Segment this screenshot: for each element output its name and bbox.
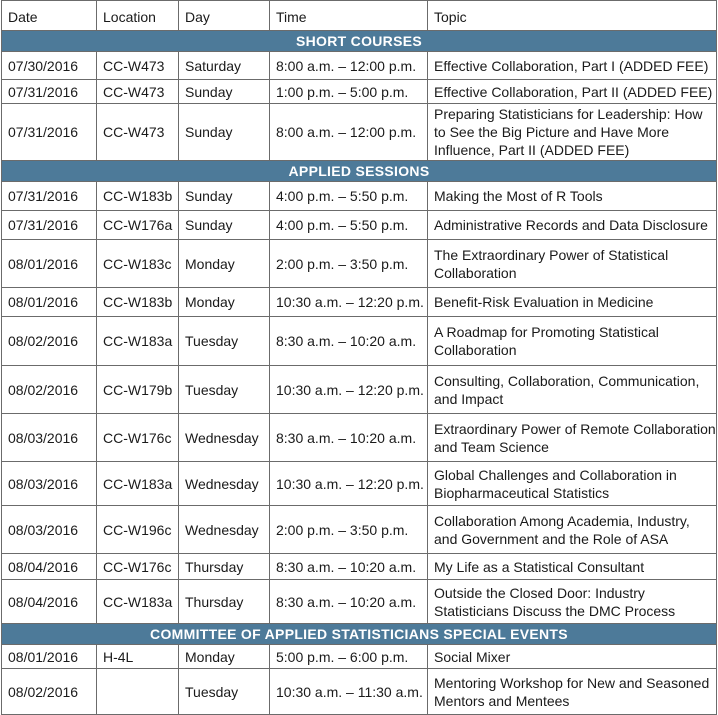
table-row bbox=[2, 240, 717, 288]
cell-location: CC-W183c bbox=[97, 240, 179, 288]
cell-time: 8:00 a.m. – 12:00 p.m. bbox=[270, 52, 428, 80]
table-header bbox=[2, 1, 717, 31]
cell-location: CC-W183a bbox=[97, 462, 179, 506]
cell-time: 8:30 a.m. – 10:20 a.m. bbox=[270, 554, 428, 580]
cell-topic: Administrative Records and Data Disclosure bbox=[428, 211, 717, 240]
cell-time: 10:30 a.m. – 12:20 p.m. bbox=[270, 462, 428, 506]
cell-topic: Global Challenges and Collaboration in Biopharmaceutical Statistics bbox=[428, 462, 717, 506]
cell-time: 5:00 p.m. – 6:00 p.m. bbox=[270, 645, 428, 669]
cell-time: 4:00 p.m. – 5:50 p.m. bbox=[270, 182, 428, 211]
cell-date: 07/31/2016 bbox=[2, 182, 97, 211]
cell-location: CC-W179b bbox=[97, 366, 179, 414]
cell-time: 8:30 a.m. – 10:20 a.m. bbox=[270, 580, 428, 624]
cell-date: 07/31/2016 bbox=[2, 80, 97, 104]
cell-day: Sunday bbox=[179, 211, 270, 240]
cell-topic: Effective Collaboration, Part II (ADDED FEE) bbox=[428, 80, 717, 104]
cell-day: Tuesday bbox=[179, 669, 270, 715]
cell-day: Sunday bbox=[179, 182, 270, 211]
cell-date: 07/31/2016 bbox=[2, 211, 97, 240]
cell-location: CC-W183a bbox=[97, 580, 179, 624]
cell-date: 08/03/2016 bbox=[2, 462, 97, 506]
cell-topic: My Life as a Statistical Consultant bbox=[428, 554, 717, 580]
cell-topic: Making the Most of R Tools bbox=[428, 182, 717, 211]
cell-time: 10:30 a.m. – 11:30 a.m. bbox=[270, 669, 428, 715]
cell-day: Saturday bbox=[179, 52, 270, 80]
cell-location: CC-W473 bbox=[97, 104, 179, 161]
cell-time: 10:30 a.m. – 12:20 p.m. bbox=[270, 366, 428, 414]
schedule-table bbox=[1, 0, 717, 715]
table-row bbox=[2, 645, 717, 669]
section-header-row bbox=[2, 31, 717, 52]
cell-location: CC-W183b bbox=[97, 182, 179, 211]
section-header-row bbox=[2, 624, 717, 645]
cell-location: CC-W183b bbox=[97, 288, 179, 317]
cell-location: CC-W176c bbox=[97, 554, 179, 580]
cell-location: CC-W473 bbox=[97, 52, 179, 80]
cell-topic: Collaboration Among Academia, Industry, and Government and the Role of ASA bbox=[428, 506, 717, 554]
cell-time: 4:00 p.m. – 5:50 p.m. bbox=[270, 211, 428, 240]
cell-date: 08/01/2016 bbox=[2, 288, 97, 317]
cell-location: CC-W183a bbox=[97, 317, 179, 366]
header-date: Date bbox=[2, 1, 97, 31]
cell-topic: A Roadmap for Promoting Statistical Collaboration bbox=[428, 317, 717, 366]
cell-location: CC-W176c bbox=[97, 414, 179, 462]
header-location: Location bbox=[97, 1, 179, 31]
table-row bbox=[2, 554, 717, 580]
cell-time: 8:00 a.m. – 12:00 p.m. bbox=[270, 104, 428, 161]
cell-day: Wednesday bbox=[179, 506, 270, 554]
cell-time: 2:00 p.m. – 3:50 p.m. bbox=[270, 506, 428, 554]
table-row bbox=[2, 211, 717, 240]
table-row bbox=[2, 182, 717, 211]
table-row bbox=[2, 462, 717, 506]
cell-topic: Consulting, Collaboration, Communication, and Impact bbox=[428, 366, 717, 414]
cell-time: 2:00 p.m. – 3:50 p.m. bbox=[270, 240, 428, 288]
table-row bbox=[2, 669, 717, 715]
table-row bbox=[2, 52, 717, 80]
section-header-row bbox=[2, 161, 717, 182]
cell-time: 1:00 p.m. – 5:00 p.m. bbox=[270, 80, 428, 104]
section-title: APPLIED SESSIONS bbox=[2, 161, 717, 182]
cell-time: 10:30 a.m. – 12:20 p.m. bbox=[270, 288, 428, 317]
cell-date: 08/01/2016 bbox=[2, 645, 97, 669]
cell-topic: Effective Collaboration, Part I (ADDED FEE) bbox=[428, 52, 717, 80]
cell-location: H-4L bbox=[97, 645, 179, 669]
cell-day: Thursday bbox=[179, 554, 270, 580]
header-time: Time bbox=[270, 1, 428, 31]
cell-topic: Outside the Closed Door: Industry Statisticians Discuss the DMC Process bbox=[428, 580, 717, 624]
cell-date: 08/02/2016 bbox=[2, 317, 97, 366]
header-row bbox=[2, 1, 717, 31]
cell-topic: Preparing Statisticians for Leadership: How to See the Big Picture and Have More Influence, Part II (ADDED FEE) bbox=[428, 104, 717, 161]
table-row bbox=[2, 317, 717, 366]
cell-day: Sunday bbox=[179, 104, 270, 161]
header-topic: Topic bbox=[428, 1, 717, 31]
cell-day: Sunday bbox=[179, 80, 270, 104]
cell-topic: The Extraordinary Power of Statistical Collaboration bbox=[428, 240, 717, 288]
table-row bbox=[2, 366, 717, 414]
cell-day: Monday bbox=[179, 240, 270, 288]
cell-location: CC-W473 bbox=[97, 80, 179, 104]
cell-time: 8:30 a.m. – 10:20 a.m. bbox=[270, 317, 428, 366]
cell-day: Monday bbox=[179, 288, 270, 317]
cell-day: Monday bbox=[179, 645, 270, 669]
cell-date: 07/31/2016 bbox=[2, 104, 97, 161]
cell-topic: Social Mixer bbox=[428, 645, 717, 669]
table-row bbox=[2, 104, 717, 161]
cell-location bbox=[97, 669, 179, 715]
cell-location: CC-W196c bbox=[97, 506, 179, 554]
cell-date: 08/04/2016 bbox=[2, 580, 97, 624]
table-row bbox=[2, 414, 717, 462]
cell-date: 08/03/2016 bbox=[2, 506, 97, 554]
header-day: Day bbox=[179, 1, 270, 31]
cell-day: Tuesday bbox=[179, 366, 270, 414]
cell-topic: Extraordinary Power of Remote Collaboration and Team Science bbox=[428, 414, 717, 462]
cell-time: 8:30 a.m. – 10:20 a.m. bbox=[270, 414, 428, 462]
cell-topic: Mentoring Workshop for New and Seasoned Mentors and Mentees bbox=[428, 669, 717, 715]
table-row bbox=[2, 506, 717, 554]
cell-date: 08/02/2016 bbox=[2, 366, 97, 414]
cell-date: 08/02/2016 bbox=[2, 669, 97, 715]
cell-day: Thursday bbox=[179, 580, 270, 624]
table-body bbox=[2, 31, 717, 715]
cell-date: 08/03/2016 bbox=[2, 414, 97, 462]
cell-location: CC-W176a bbox=[97, 211, 179, 240]
table-row bbox=[2, 80, 717, 104]
table-row bbox=[2, 288, 717, 317]
cell-day: Wednesday bbox=[179, 414, 270, 462]
cell-date: 08/04/2016 bbox=[2, 554, 97, 580]
cell-date: 07/30/2016 bbox=[2, 52, 97, 80]
cell-topic: Benefit-Risk Evaluation in Medicine bbox=[428, 288, 717, 317]
cell-date: 08/01/2016 bbox=[2, 240, 97, 288]
cell-day: Wednesday bbox=[179, 462, 270, 506]
table-row bbox=[2, 580, 717, 624]
cell-day: Tuesday bbox=[179, 317, 270, 366]
section-title: COMMITTEE OF APPLIED STATISTICIANS SPECIAL EVENTS bbox=[2, 624, 717, 645]
section-title: SHORT COURSES bbox=[2, 31, 717, 52]
